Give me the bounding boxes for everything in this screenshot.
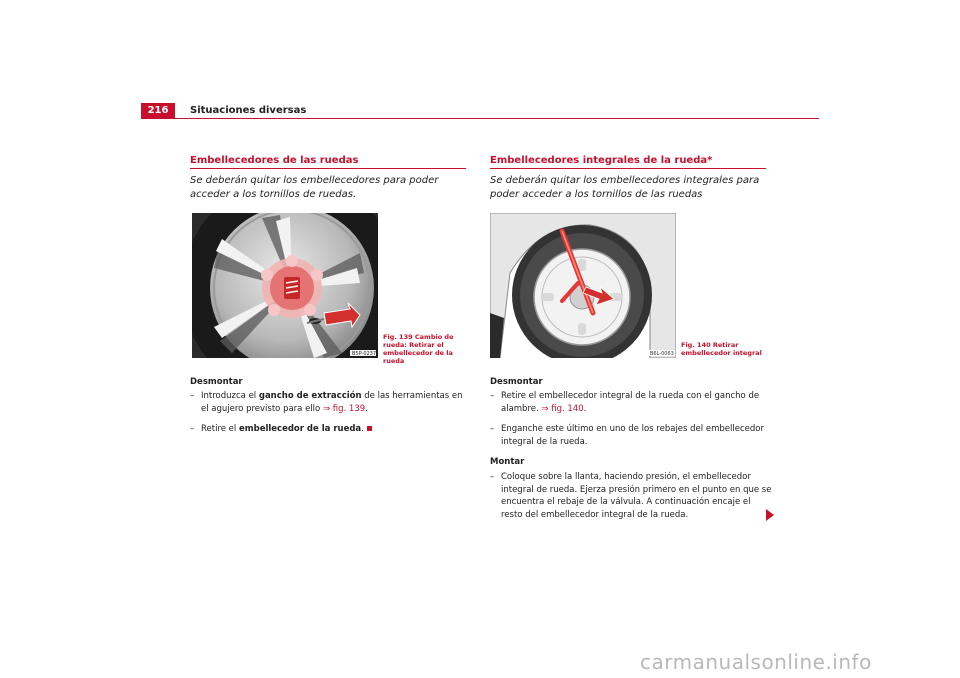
section-intro: Se deberán quitar los embellecedores para poder acceder a los tornillos de ruedas. xyxy=(190,175,439,200)
list-item: – Coloque sobre la llanta, haciendo presión, el embellecedor integral de rueda. Ejerza presión primero en el punto en que se encuentra el rebaje de la válvula. A continuación encaje el resto del embellecedor integral de la rueda. xyxy=(490,472,772,520)
continue-next-page-arrow[interactable] xyxy=(766,509,774,521)
section-rule xyxy=(490,168,766,169)
list-item: – Introduzca el gancho de extracción de las herramientas en el agujero previsto para ello ⇒ fig. 139. xyxy=(190,391,463,414)
running-title: Situaciones diversas xyxy=(190,105,307,116)
section-rule xyxy=(190,168,466,169)
figure-code: B5P-0237 xyxy=(352,351,377,357)
end-of-section-mark xyxy=(367,426,372,431)
figure-139-wheel-cover-removal xyxy=(192,213,378,358)
figure-139-caption: Fig. 139 Cambio de rueda: Retirar el embellecedor de la rueda xyxy=(383,333,454,365)
figure-code: B6L-0063 xyxy=(650,351,674,357)
section-intro: Se deberán quitar los embellecedores integrales para poder acceder a los tornillos de las ruedas xyxy=(490,175,760,200)
figure-140-full-wheel-cover-removal xyxy=(490,213,676,358)
figure-140-caption: Fig. 140 Retirar embellecedor integral xyxy=(681,341,762,357)
page-number: 216 xyxy=(141,103,175,119)
header-rule xyxy=(141,118,819,119)
watermark: carmanualsonline.info xyxy=(640,650,872,674)
section-heading-wheel-covers: Embellecedores de las ruedas xyxy=(190,155,359,166)
fig-139-link[interactable]: ⇒ fig. 139 xyxy=(322,403,366,414)
list-item: – Enganche este último en uno de los rebajes del embellecedor integral de la rueda. xyxy=(490,424,764,447)
subheading-install: Montar xyxy=(490,457,525,467)
fig-140-link[interactable]: ⇒ fig. 140 xyxy=(541,403,584,414)
section-heading-full-wheel-covers: Embellecedores integrales de la rueda* xyxy=(490,155,713,166)
list-item: – Retire el embellecedor integral de la rueda con el gancho de alambre. ⇒ fig. 140. xyxy=(490,391,760,414)
subheading-remove: Desmontar xyxy=(490,377,543,387)
subheading-remove: Desmontar xyxy=(190,377,243,387)
list-item: – Retire el embellecedor de la rueda. xyxy=(190,423,470,436)
